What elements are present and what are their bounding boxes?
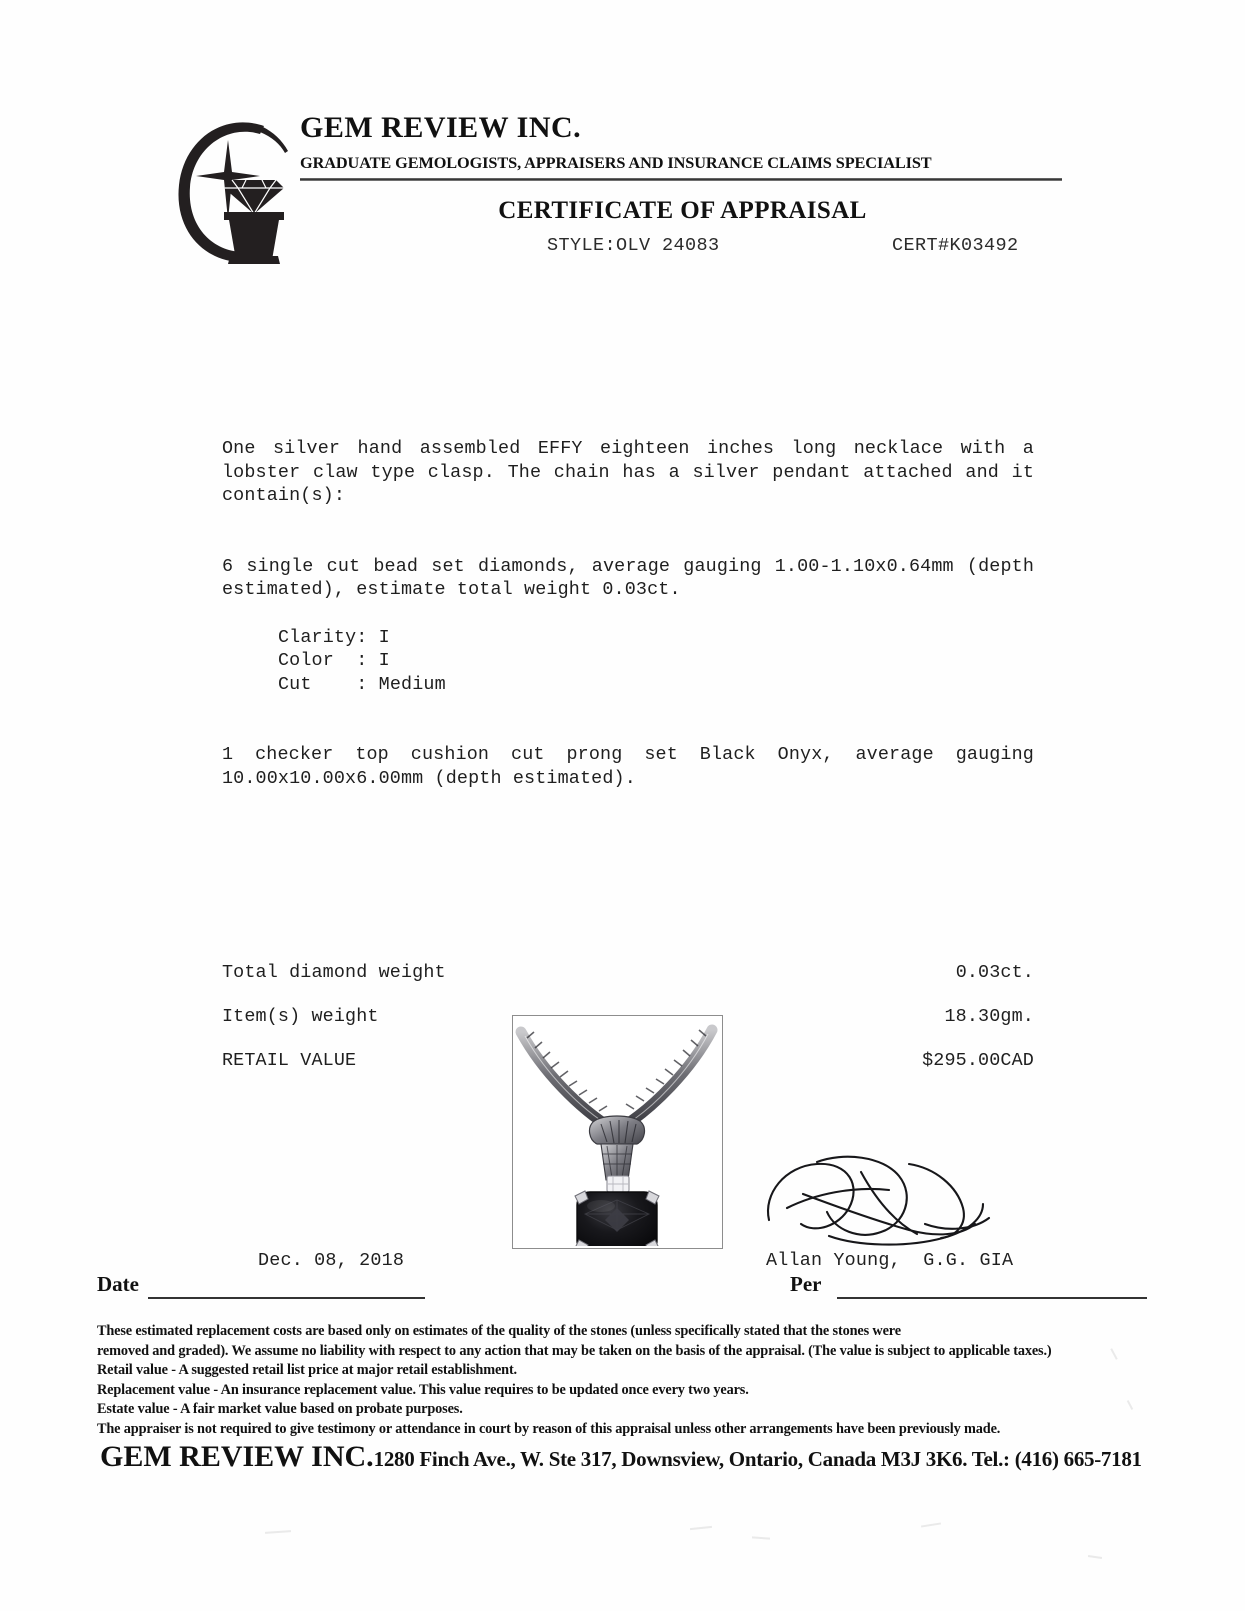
disclaimer-text [97,1322,1152,1440]
scan-artifact [921,1522,941,1527]
total-diamond-weight-label: Total diamond weight [222,962,446,983]
scan-artifact [690,1526,712,1530]
items-weight-value: 18.30gm. [944,1006,1034,1027]
document-footer [100,1440,1160,1474]
spacer [222,696,1034,743]
scan-artifact [752,1536,770,1539]
date-label: Date [97,1272,139,1296]
items-weight-label: Item(s) weight [222,1006,379,1027]
handwritten-signature-icon [757,1150,1027,1258]
spec-cut: Cut : Medium [278,673,446,695]
page-title: CERTIFICATE OF APPRAISAL [498,196,867,224]
gemstone-paragraph: 1 checker top cushion cut prong set Black Onyx, average gauging 10.00x10.00x6.00mm (depth estimated). [222,744,1034,789]
disclaimer-line: Retail value - A suggested retail list price at major retail establishment. [97,1362,517,1379]
appraisal-date: Dec. 08, 2018 [258,1250,405,1271]
header-divider [300,178,1062,181]
disclaimer-line: Replacement value - An insurance replacement value. This value requires to be updated once every two years. [97,1381,749,1398]
total-diamond-weight-value: 0.03ct. [955,962,1034,983]
scan-artifact [1088,1555,1102,1559]
appraisal-description [222,437,1034,790]
retail-value-label: RETAIL VALUE [222,1050,357,1071]
brand-block [300,112,1065,261]
disclaimer-line: These estimated replacement costs are based only on estimates of the quality of the stones (unless specifically stated that the stones were [97,1323,901,1339]
diamond-spec-list [222,626,1034,697]
retail-value-amount: $295.00CAD [922,1050,1034,1071]
appraiser-name: Allan Young, G.G. GIA [766,1250,1014,1271]
company-tagline: GRADUATE GEMOLOGISTS, APPRAISERS AND INSURANCE CLAIMS SPECIALIST [300,152,932,172]
per-label: Per [790,1272,822,1296]
date-signature-line [148,1297,425,1299]
disclaimer-line: removed and graded). We assume no liability with respect to any action that may be taken on the basis of the appraisal. (The value is subject to applicable taxes.) [97,1342,1052,1359]
spec-color: Color : I [278,650,390,671]
intro-paragraph: One silver hand assembled EFFY eighteen inches long necklace with a lobster claw type clasp. The chain has a silver pendant attached and it contain(s): [222,438,1034,506]
per-signature-line [837,1297,1147,1299]
document-header [0,0,1245,290]
footer-address: 1280 Finch Ave., W. Ste 317, Downsview, Ontario, Canada M3J 3K6. Tel.: (416) 665-7181 [373,1447,1142,1471]
identifier-row [300,235,1065,261]
spacer [222,508,1034,555]
spec-clarity: Clarity: I [278,626,390,648]
disclaimer-line: The appraiser is not required to give testimony or attendance in court by reason of this appraisal unless other arrangements have been previously made. [97,1420,1001,1437]
spacer [222,602,1034,626]
style-number: STYLE:OLV 24083 [547,234,720,256]
gem-review-logo-icon [168,110,300,268]
disclaimer-line: Estate value - A fair market value based on probate purposes. [97,1401,463,1418]
scan-artifact [265,1530,291,1534]
company-name: GEM REVIEW INC. [300,111,582,144]
certificate-number: CERT#K03492 [892,234,1019,256]
footer-company-name: GEM REVIEW INC. [100,1440,374,1473]
signature-lines-row [0,1272,1245,1312]
diamond-paragraph: 6 single cut bead set diamonds, average gauging 1.00-1.10x0.64mm (depth estimated), estimate total weight 0.03ct. [222,555,1034,600]
totals-row [222,962,1034,1006]
